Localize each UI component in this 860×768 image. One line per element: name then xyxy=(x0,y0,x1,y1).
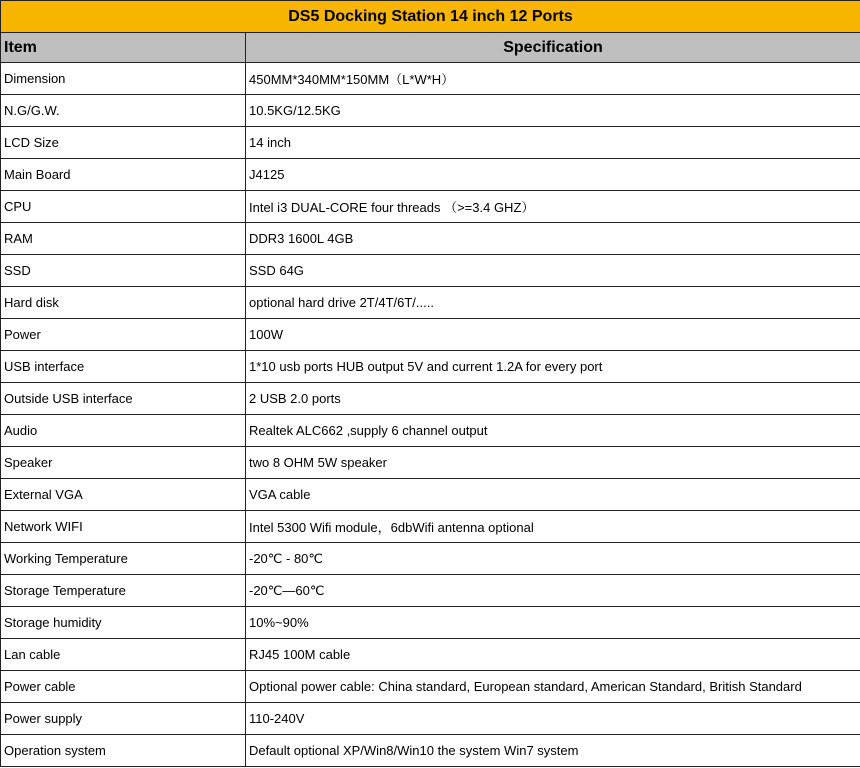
row-spec-value: 110-240V xyxy=(246,703,860,735)
row-spec-value: SSD 64G xyxy=(246,255,860,287)
row-spec-value: 10.5KG/12.5KG xyxy=(246,95,860,127)
row-item-label: Storage humidity xyxy=(1,607,246,639)
row-item-label: LCD Size xyxy=(1,127,246,159)
row-spec-value: 14 inch xyxy=(246,127,860,159)
table-row xyxy=(1,447,860,479)
header-specification: Specification xyxy=(246,33,860,63)
table-row xyxy=(1,63,860,95)
row-spec-value: 2 USB 2.0 ports xyxy=(246,383,860,415)
table-row xyxy=(1,543,860,575)
row-spec-value: 450MM*340MM*150MM（L*W*H） xyxy=(246,63,860,95)
table-row xyxy=(1,287,860,319)
row-item-label: N.G/G.W. xyxy=(1,95,246,127)
row-item-label: Power xyxy=(1,319,246,351)
row-item-label: Storage Temperature xyxy=(1,575,246,607)
table-row xyxy=(1,415,860,447)
row-item-label: Lan cable xyxy=(1,639,246,671)
row-item-label: RAM xyxy=(1,223,246,255)
row-item-label: Speaker xyxy=(1,447,246,479)
table-row xyxy=(1,479,860,511)
row-spec-value: Intel 5300 Wifi module，6dbWifi antenna optional xyxy=(246,511,860,543)
row-item-label: USB interface xyxy=(1,351,246,383)
row-item-label: CPU xyxy=(1,191,246,223)
table-title: DS5 Docking Station 14 inch 12 Ports xyxy=(1,1,860,33)
table-row xyxy=(1,255,860,287)
row-item-label: Power cable xyxy=(1,671,246,703)
row-spec-value: 10%~90% xyxy=(246,607,860,639)
row-spec-value: -20℃—60℃ xyxy=(246,575,860,607)
row-spec-value: DDR3 1600L 4GB xyxy=(246,223,860,255)
row-item-label: Audio xyxy=(1,415,246,447)
row-item-label: Network WIFI xyxy=(1,511,246,543)
table-row xyxy=(1,671,860,703)
table-row xyxy=(1,607,860,639)
table-row xyxy=(1,127,860,159)
row-spec-value: Optional power cable: China standard, European standard, American Standard, British Standard xyxy=(246,671,860,703)
row-spec-value: VGA cable xyxy=(246,479,860,511)
table-row xyxy=(1,735,860,767)
table-row xyxy=(1,351,860,383)
row-item-label: Operation system xyxy=(1,735,246,767)
row-item-label: SSD xyxy=(1,255,246,287)
row-spec-value: two 8 OHM 5W speaker xyxy=(246,447,860,479)
table-row xyxy=(1,383,860,415)
row-item-label: Dimension xyxy=(1,63,246,95)
row-spec-value: Default optional XP/Win8/Win10 the system Win7 system xyxy=(246,735,860,767)
table-row xyxy=(1,319,860,351)
table-row xyxy=(1,159,860,191)
row-spec-value: -20℃ - 80℃ xyxy=(246,543,860,575)
row-spec-value: 100W xyxy=(246,319,860,351)
header-row xyxy=(1,33,860,63)
header-item: Item xyxy=(1,33,246,63)
row-item-label: Power supply xyxy=(1,703,246,735)
row-item-label: Main Board xyxy=(1,159,246,191)
row-spec-value: J4125 xyxy=(246,159,860,191)
row-item-label: External VGA xyxy=(1,479,246,511)
row-spec-value: Intel i3 DUAL-CORE four threads （>=3.4 GHZ） xyxy=(246,191,860,223)
row-item-label: Hard disk xyxy=(1,287,246,319)
row-spec-value: Realtek ALC662 ,supply 6 channel output xyxy=(246,415,860,447)
table-row xyxy=(1,575,860,607)
row-item-label: Working Temperature xyxy=(1,543,246,575)
table-row xyxy=(1,639,860,671)
table-row xyxy=(1,703,860,735)
title-row xyxy=(1,1,860,33)
table-row xyxy=(1,223,860,255)
row-spec-value: RJ45 100M cable xyxy=(246,639,860,671)
row-spec-value: optional hard drive 2T/4T/6T/..... xyxy=(246,287,860,319)
table-row xyxy=(1,511,860,543)
row-spec-value: 1*10 usb ports HUB output 5V and current 1.2A for every port xyxy=(246,351,860,383)
table-row xyxy=(1,95,860,127)
row-item-label: Outside USB interface xyxy=(1,383,246,415)
table-row xyxy=(1,191,860,223)
